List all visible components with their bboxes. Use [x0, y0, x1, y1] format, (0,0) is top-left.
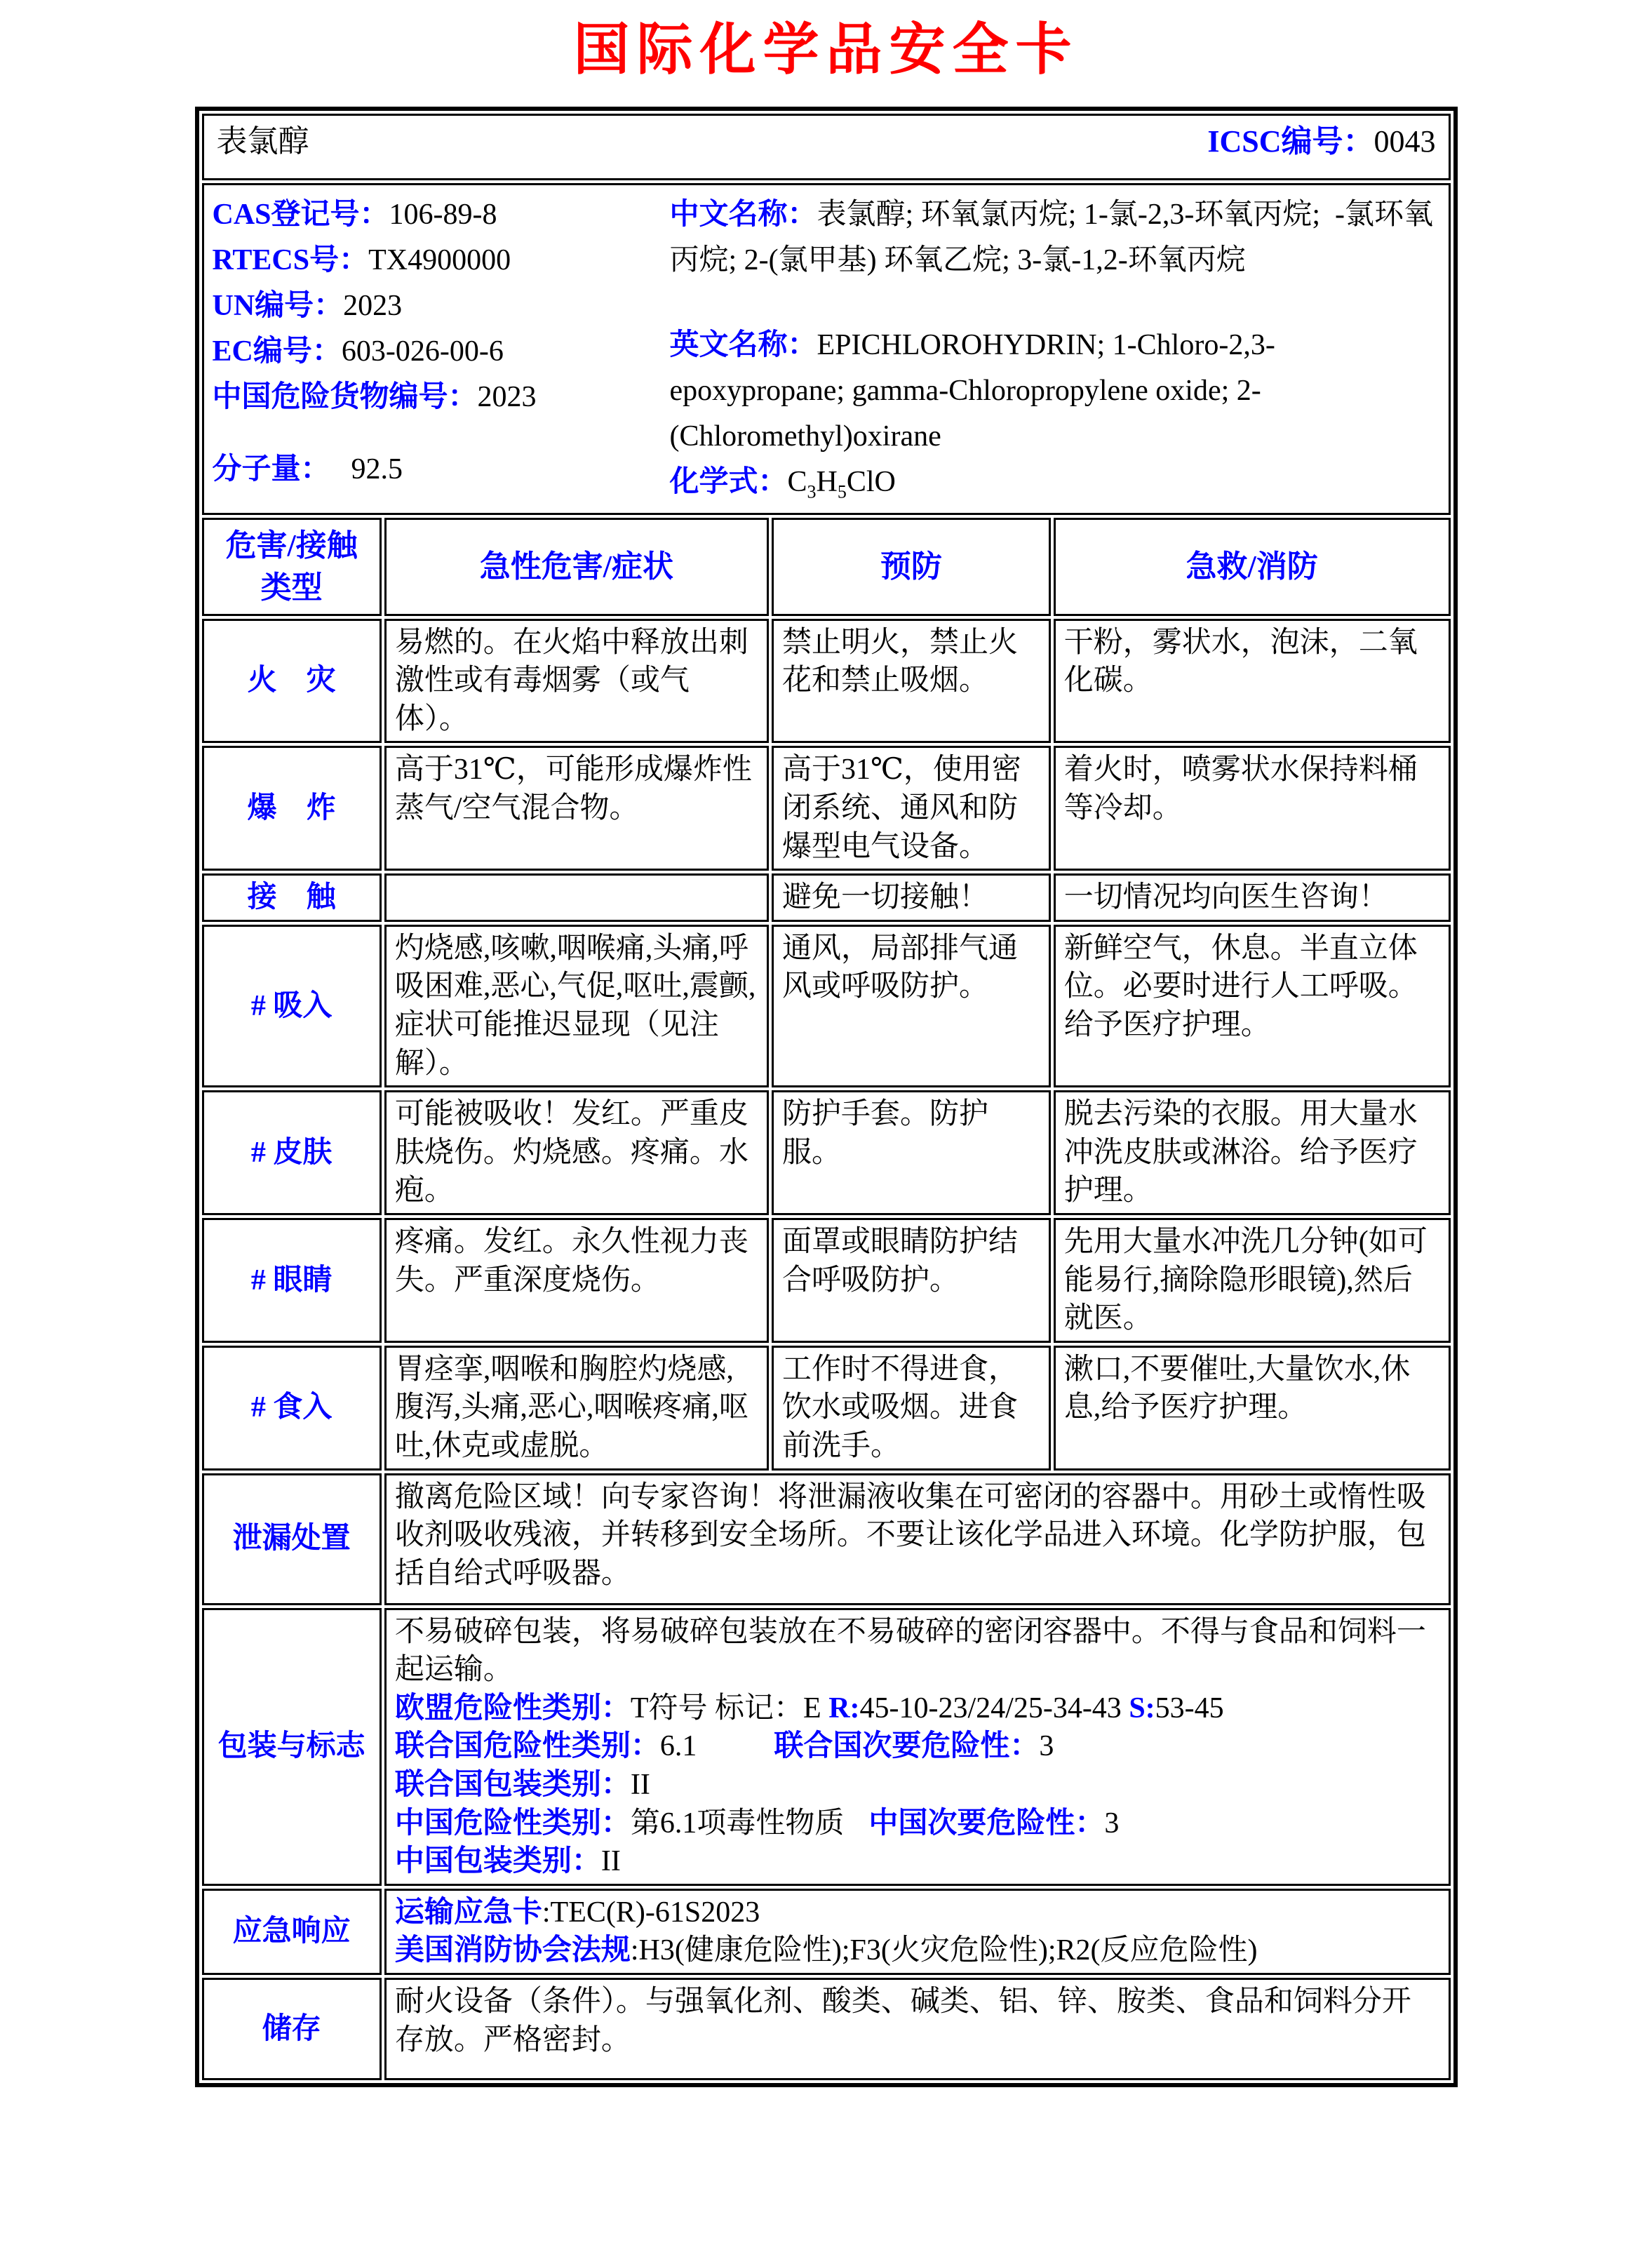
- english-name-value: EPICHLOROHYDRIN; 1-Chloro-2,3-epoxypropane; gamma-Chloropropylene oxide; 2-(Chloromethyl)oxirane: [669, 329, 1275, 453]
- hazard-type-cell: # 食入: [202, 1346, 382, 1471]
- chemical-formula-label: 化学式：: [669, 466, 788, 499]
- ec-number-label: EC编号：: [212, 335, 342, 368]
- un-packing-group-value: II: [630, 1769, 650, 1802]
- chemical-formula-line: [670, 460, 1440, 505]
- un-number-line: [213, 283, 662, 329]
- cn-hazard-class-value: 第6.1项毒性物质: [630, 1807, 845, 1840]
- un-packing-group-label: 联合国包装类别：: [394, 1769, 631, 1802]
- card-header-row: [202, 114, 1451, 180]
- hazard-row-contact: [202, 873, 1451, 922]
- ec-number-line: [213, 329, 662, 375]
- firstaid-cell: 着火时，喷雾状水保持料桶等冷却。: [1054, 746, 1451, 871]
- symptoms-cell: 疼痛。发红。永久性视力丧失。严重深度烧伤。: [384, 1218, 769, 1343]
- firstaid-cell: 一切情况均向医生咨询！: [1054, 873, 1451, 922]
- hazard-row-skin: [202, 1090, 1451, 1215]
- cas-number-label: CAS登记号：: [212, 199, 389, 231]
- section-label-cell: 储存: [202, 1978, 382, 2080]
- molecular-weight-label: 分子量：: [212, 453, 330, 486]
- prevention-cell: 避免一切接触！: [772, 873, 1051, 922]
- hazard-header-row: [202, 518, 1451, 616]
- emergency-response-row: [202, 1889, 1451, 1975]
- nfpa-code-value: :H3(健康危险性);F3(火灾危险性);R2(反应危险性): [630, 1934, 1258, 1967]
- un-packing-group-line: [395, 1766, 1440, 1804]
- chinese-name-value: 表氯醇; 环氧氯丙烷; 1-氯-2,3-环氧丙烷; -氯环氧丙烷; 2-(氯甲基) 环氧乙烷; 3-氯-1,2-环氧丙烷: [669, 199, 1433, 277]
- header-acute-symptoms: 急性危害/症状: [384, 518, 769, 616]
- icsc-number: [1207, 121, 1435, 161]
- prevention-cell: 高于31℃，使用密闭系统、通风和防爆型电气设备。: [772, 746, 1051, 871]
- hazard-type-cell: # 眼睛: [202, 1218, 382, 1343]
- registry-numbers: [213, 192, 662, 506]
- cn-packing-group-line: [395, 1842, 1440, 1881]
- formula-sub-3: 3: [807, 481, 817, 502]
- prevention-cell: 工作时不得进食，饮水或吸烟。进食前洗手。: [772, 1346, 1051, 1471]
- card-header-cell: [202, 114, 1451, 180]
- hazard-type-cell: 爆 炸: [202, 746, 382, 871]
- cn-packing-group-label: 中国包装类别：: [394, 1845, 601, 1878]
- icsc-number-value: 0043: [1374, 124, 1436, 159]
- header-hazard-type-line1: 危害/接触: [225, 528, 358, 563]
- eu-hazard-class-line: [395, 1689, 1440, 1728]
- eu-r-label: R:: [828, 1692, 860, 1724]
- english-name-block: [670, 323, 1440, 460]
- firstaid-cell: 漱口,不要催吐,大量饮水,休息,给予医疗护理。: [1054, 1346, 1451, 1471]
- rtecs-number-line: [213, 238, 662, 283]
- hazard-type-cell: 火 灾: [202, 619, 382, 744]
- eu-hazard-class-value: T符号 标记：E: [630, 1692, 829, 1724]
- hazard-row-fire: [202, 619, 1451, 744]
- formula-c: C: [787, 466, 807, 499]
- molecular-weight-value: 92.5: [351, 453, 403, 486]
- header-hazard-type-line2: 类型: [260, 570, 323, 605]
- chinese-name-block: [670, 192, 1440, 283]
- chinese-name-label: 中文名称：: [669, 199, 817, 231]
- identification-row: [202, 183, 1451, 515]
- transport-emergency-card-line: [395, 1894, 1440, 1932]
- page-title: 国际化学品安全卡: [573, 20, 1079, 81]
- cn-dangerous-goods-number-line: [213, 375, 662, 420]
- un-hazard-class-line: [395, 1727, 1440, 1766]
- section-label-cell: 泄漏处置: [202, 1473, 382, 1605]
- formula-sub-5: 5: [837, 481, 847, 502]
- packaging-intro: 不易破碎包装，将易破碎包装放在不易破碎的密闭容器中。不得与食品和饲料一起运输。: [394, 1615, 1426, 1687]
- un-subsidiary-risk-label: 联合国次要危险性：: [774, 1730, 1040, 1763]
- un-subsidiary-risk-value: 3: [1039, 1730, 1054, 1763]
- cn-subsidiary-risk-label: 中国次要危险性：: [868, 1807, 1105, 1840]
- symptoms-cell: 高于31℃，可能形成爆炸性蒸气/空气混合物。: [384, 746, 769, 871]
- hazard-type-cell: # 吸入: [202, 925, 382, 1087]
- eu-s-value: 53-45: [1155, 1692, 1224, 1724]
- packaging-labeling-content: [384, 1608, 1451, 1886]
- prevention-cell: 面罩或眼睛防护结合呼吸防护。: [772, 1218, 1051, 1343]
- cn-hazard-class-label: 中国危险性类别：: [394, 1807, 631, 1840]
- molecular-weight-line: [213, 447, 662, 493]
- formula-clo: ClO: [846, 466, 896, 499]
- cn-dangerous-goods-number-value: 2023: [477, 381, 537, 414]
- un-hazard-class-label: 联合国危险性类别：: [394, 1730, 660, 1763]
- english-name-label: 英文名称：: [669, 329, 817, 362]
- spill-disposal-text: 撤离危险区域！向专家咨询！将泄漏液收集在可密闭的容器中。用砂土或惰性吸收剂吸收残液，并转移到安全场所。不要让该化学品进入环境。化学防护服，包括自给式呼吸器。: [384, 1473, 1451, 1605]
- un-number-label: UN编号：: [212, 290, 344, 323]
- cn-packing-group-value: II: [600, 1845, 621, 1878]
- icsc-page: [0, 18, 1652, 2087]
- chemical-names: [662, 192, 1440, 506]
- cn-subsidiary-risk-value: 3: [1104, 1807, 1120, 1840]
- symptoms-cell: 可能被吸收！发红。严重皮肤烧伤。灼烧感。疼痛。水疱。: [384, 1090, 769, 1215]
- rtecs-number-label: RTECS号：: [212, 244, 369, 277]
- firstaid-cell: 脱去污染的衣服。用大量水冲洗皮肤或淋浴。给予医疗护理。: [1054, 1090, 1451, 1215]
- header-prevention: 预防: [772, 518, 1051, 616]
- nfpa-code-line: [395, 1931, 1440, 1970]
- firstaid-cell: 干粉，雾状水，泡沫，二氧化碳。: [1054, 619, 1451, 744]
- emergency-response-content: [384, 1889, 1451, 1975]
- hazard-row-eyes: [202, 1218, 1451, 1343]
- spill-disposal-row: [202, 1473, 1451, 1605]
- firstaid-cell: 新鲜空气，休息。半直立体位。必要时进行人工呼吸。给予医疗护理。: [1054, 925, 1451, 1087]
- firstaid-cell: 先用大量水冲洗几分钟(如可能易行,摘除隐形眼镜),然后就医。: [1054, 1218, 1451, 1343]
- transport-emergency-card-value: :TEC(R)-61S2023: [542, 1896, 760, 1929]
- transport-emergency-card-label: 运输应急卡: [394, 1896, 542, 1929]
- icsc-card-table: [195, 107, 1458, 2087]
- un-number-value: 2023: [343, 290, 403, 323]
- hazard-row-explosion: [202, 746, 1451, 871]
- rtecs-number-value: TX4900000: [368, 244, 511, 277]
- section-label-cell: 应急响应: [202, 1889, 382, 1975]
- storage-row: [202, 1978, 1451, 2080]
- ec-number-value: 603-026-00-6: [341, 335, 504, 368]
- packaging-labeling-row: [202, 1608, 1451, 1886]
- header-hazard-type: [202, 518, 382, 616]
- formula-h: H: [816, 466, 838, 499]
- header-firstaid-firefighting: 急救/消防: [1054, 518, 1451, 616]
- cn-dangerous-goods-number-label: 中国危险货物编号：: [212, 381, 478, 414]
- hazard-row-ingestion: [202, 1346, 1451, 1471]
- prevention-cell: 防护手套。防护服。: [772, 1090, 1051, 1215]
- symptoms-cell: 胃痉挛,咽喉和胸腔灼烧感,腹泻,头痛,恶心,咽喉疼痛,呕吐,休克或虚脱。: [384, 1346, 769, 1471]
- identification-cell: [202, 183, 1451, 515]
- hazard-type-cell: # 皮肤: [202, 1090, 382, 1215]
- prevention-cell: 通风，局部排气通风或呼吸防护。: [772, 925, 1051, 1087]
- symptoms-cell: [384, 873, 769, 922]
- nfpa-code-label: 美国消防协会法规: [394, 1934, 631, 1967]
- un-hazard-class-value: 6.1: [659, 1730, 697, 1763]
- cas-number-line: [213, 192, 662, 238]
- substance-name: 表氯醇: [216, 124, 309, 159]
- eu-hazard-class-label: 欧盟危险性类别：: [394, 1692, 631, 1724]
- symptoms-cell: 灼烧感,咳嗽,咽喉痛,头痛,呼吸困难,恶心,气促,呕吐,震颤,症状可能推迟显现（见注解）。: [384, 925, 769, 1087]
- cn-hazard-class-line: [395, 1804, 1440, 1843]
- hazard-type-cell: 接 触: [202, 873, 382, 922]
- eu-r-value: 45-10-23/24/25-34-43: [859, 1692, 1129, 1724]
- symptoms-cell: 易燃的。在火焰中释放出刺激性或有毒烟雾（或气体）。: [384, 619, 769, 744]
- eu-s-label: S:: [1129, 1692, 1155, 1724]
- hazard-row-inhalation: [202, 925, 1451, 1087]
- storage-text: 耐火设备（条件）。与强氧化剂、酸类、碱类、铝、锌、胺类、食品和饲料分开存放。严格密封。: [384, 1978, 1451, 2080]
- cas-number-value: 106-89-8: [389, 199, 497, 231]
- section-label-cell: 包装与标志: [202, 1608, 382, 1886]
- icsc-number-label: ICSC编号：: [1207, 124, 1374, 159]
- prevention-cell: 禁止明火，禁止火花和禁止吸烟。: [772, 619, 1051, 744]
